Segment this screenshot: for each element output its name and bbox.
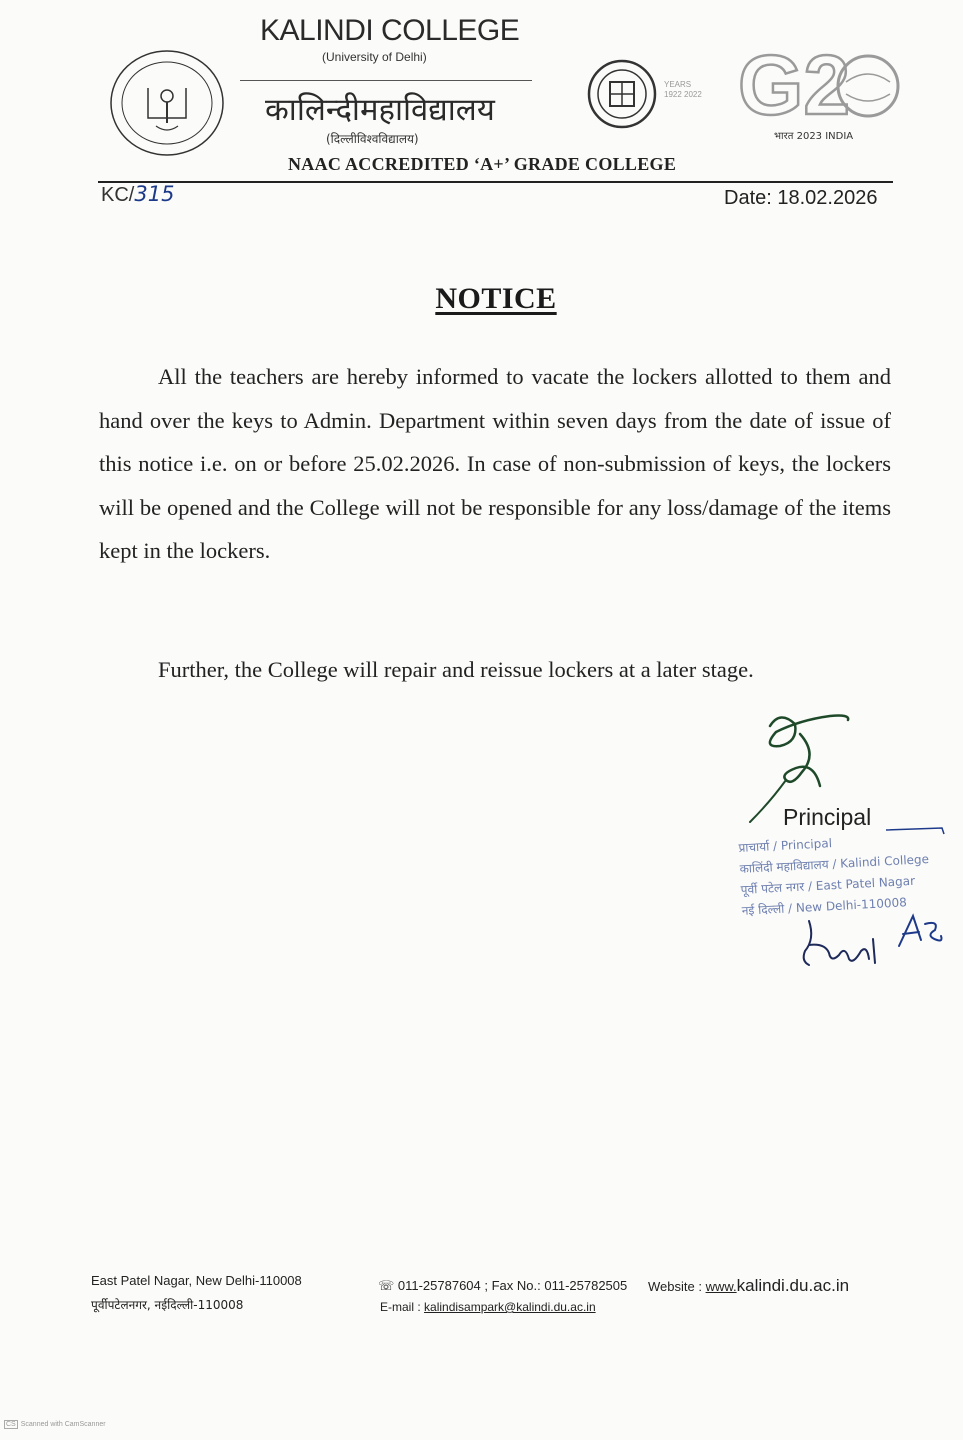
delhi-university-seal-icon xyxy=(586,58,658,130)
website-domain[interactable]: kalindi.du.ac.in xyxy=(736,1276,850,1295)
scanner-watermark xyxy=(4,1420,106,1429)
footer-phone xyxy=(378,1278,627,1294)
svg-text:G2: G2 xyxy=(738,38,851,132)
footer-website xyxy=(648,1276,849,1296)
handwritten-initials-2 xyxy=(895,910,945,950)
notice-paragraph-2: Further, the College will repair and reissue lockers at a later stage. xyxy=(158,657,754,682)
scanner-text: Scanned with CamScanner xyxy=(20,1421,106,1428)
stamp-line-1: प्राचार्या / Principal xyxy=(738,836,833,855)
stamp-line-3: पूर्वी पटेल नगर / East Patel Nagar xyxy=(740,873,916,897)
reference-handwritten-number: 315 xyxy=(134,182,175,206)
principal-designation: Principal xyxy=(783,804,872,830)
stamp-line-4: नई दिल्ली / New Delhi-110008 xyxy=(741,895,908,918)
g20-logo xyxy=(738,36,900,136)
university-name-hindi: (दिल्लीविश्वविद्यालय) xyxy=(326,132,419,146)
stamp-line-2: कालिंदी महाविद्यालय / Kalindi College xyxy=(739,852,930,876)
phone-icon: ☏ xyxy=(378,1278,398,1293)
reference-prefix: KC/ xyxy=(101,184,135,206)
header-divider xyxy=(240,80,532,81)
handwritten-initials-1 xyxy=(795,915,890,975)
footer-email xyxy=(380,1300,596,1314)
reference-number xyxy=(101,182,174,207)
college-emblem-logo xyxy=(108,48,226,158)
notice-paragraph-1: All the teachers are hereby informed to vacate the lockers allotted to them and hand over the keys to Admin. Department within seven days from the date of issue of this notice i.e. on or before 25.02.2026. In case of non-submission of keys, the lockers will be opened and the College will not be responsible for any loss/damage of the items kept in the lockers. xyxy=(99,364,891,563)
principal-office-stamp xyxy=(738,828,932,922)
phone-fax-text: 011-25787604 ; Fax No.: 011-25782505 xyxy=(397,1278,628,1293)
notice-date: Date: 18.02.2026 xyxy=(724,187,878,209)
footer-address-english: East Patel Nagar, New Delhi-110008 xyxy=(91,1273,302,1288)
footer-address-hindi: पूर्वीपटेलनगर, नईदिल्ली-110008 xyxy=(91,1298,244,1312)
website-www[interactable]: www. xyxy=(705,1279,737,1294)
college-name-hindi: कालिन्दीमहाविद्यालय xyxy=(265,92,495,128)
camscanner-logo-icon: CS xyxy=(6,1421,16,1428)
email-link[interactable]: kalindisampark@kalindi.du.ac.in xyxy=(424,1300,596,1314)
accreditation-line: NAAC ACCREDITED ‘A+’ GRADE COLLEGE xyxy=(288,154,677,174)
email-label: E-mail : xyxy=(380,1300,425,1314)
university-name-english: (University of Delhi) xyxy=(322,50,427,64)
du-centenary-years: YEARS 1922 2022 xyxy=(664,80,702,99)
header-bottom-rule xyxy=(98,181,893,183)
notice-title: NOTICE xyxy=(435,282,557,315)
g20-caption: भारत 2023 INDIA xyxy=(774,131,854,142)
website-label: Website : xyxy=(648,1279,706,1294)
college-name-english: KALINDI COLLEGE xyxy=(260,14,520,47)
